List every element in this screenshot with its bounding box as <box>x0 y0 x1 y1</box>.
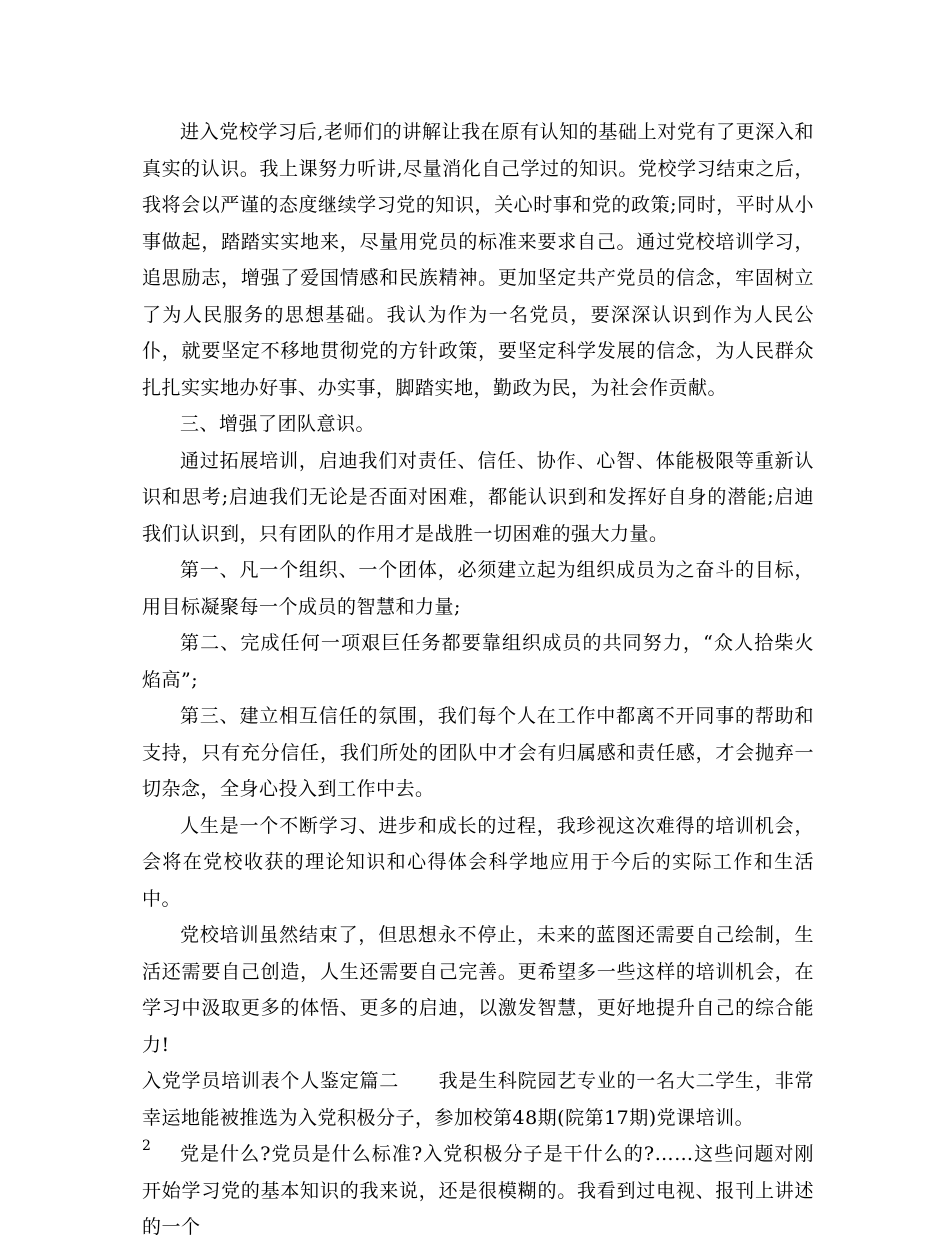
section-heading-part-two: 入党学员培训表个人鉴定篇二 我是生科院园艺专业的一名大二学生，非常幸运地能被推选为入党积极分子，参加校第48期(院第17期)党课培训。 <box>142 1070 814 1129</box>
paragraph-outward-bound-training: 通过拓展培训，启迪我们对责任、信任、协作、心智、体能极限等重新认识和思考;启迪我们无论是否面对困难，都能认识到和发挥好自身的潜能;启迪我们认识到，只有团队的作用才是战胜一切困难的强大力量。 <box>142 449 814 545</box>
paragraph-party-school-learning: 进入党校学习后,老师们的讲解让我在原有认知的基础上对党有了更深入和真实的认识。我上课努力听讲,尽量消化自己学过的知识。党校学习结束之后，我将会以严谨的态度继续学习党的知识，关心时事和党的政策;同时，平时从小事做起，踏踏实实地来，尽量用党员的标准来要求自己。通过党校培训学习，追思励志，增强了爱国情感和民族精神。更加坚定共产党员的信念，牢固树立了为人民服务的思想基础。我认为作为一名党员，要深深认识到作为人民公仆，就要坚定不移地贯彻党的方针政策，要坚定科学发展的信念，为人民群众扎扎实实地办好事、办实事，脚踏实地，勤政为民，为社会作贡献。 <box>142 121 814 399</box>
section-heading-team-awareness: 三、增强了团队意识。 <box>180 413 376 435</box>
page-number: 2 <box>142 1138 151 1154</box>
paragraph-what-is-party: 党是什么?党员是什么标准?入党积极分子是干什么的?……这些问题对刚开始学习党的基本知识的我来说，还是很模糊的。我看到过电视、报刊上讲述的一个 <box>142 1143 814 1238</box>
paragraph-point-three: 第三、建立相互信任的氛围，我们每个人在工作中都离不开同事的帮助和支持，只有充分信任，我们所处的团队中才会有归属感和责任感，才会抛弃一切杂念，全身心投入到工作中去。 <box>142 705 814 800</box>
paragraph-point-one: 第一、凡一个组织、一个团体，必须建立起为组织成员为之奋斗的目标，用目标凝聚每一个成员的智慧和力量; <box>142 559 814 618</box>
document-body <box>142 114 814 1246</box>
paragraph-life-learning: 人生是一个不断学习、进步和成长的过程，我珍视这次难得的培训机会，会将在党校收获的理论知识和心得体会科学地应用于今后的实际工作和生活中。 <box>142 814 814 910</box>
paragraph-point-two: 第二、完成任何一项艰巨任务都要靠组织成员的共同努力，“众人拾柴火焰高”; <box>142 632 814 691</box>
paragraph-training-ended: 党校培训虽然结束了，但思想永不停止，未来的蓝图还需要自己绘制，生活还需要自己创造，人生还需要自己完善。更希望多一些这样的培训机会，在学习中汲取更多的体悟、更多的启迪，以激发智慧，更好地提升自己的综合能力! <box>142 924 814 1056</box>
